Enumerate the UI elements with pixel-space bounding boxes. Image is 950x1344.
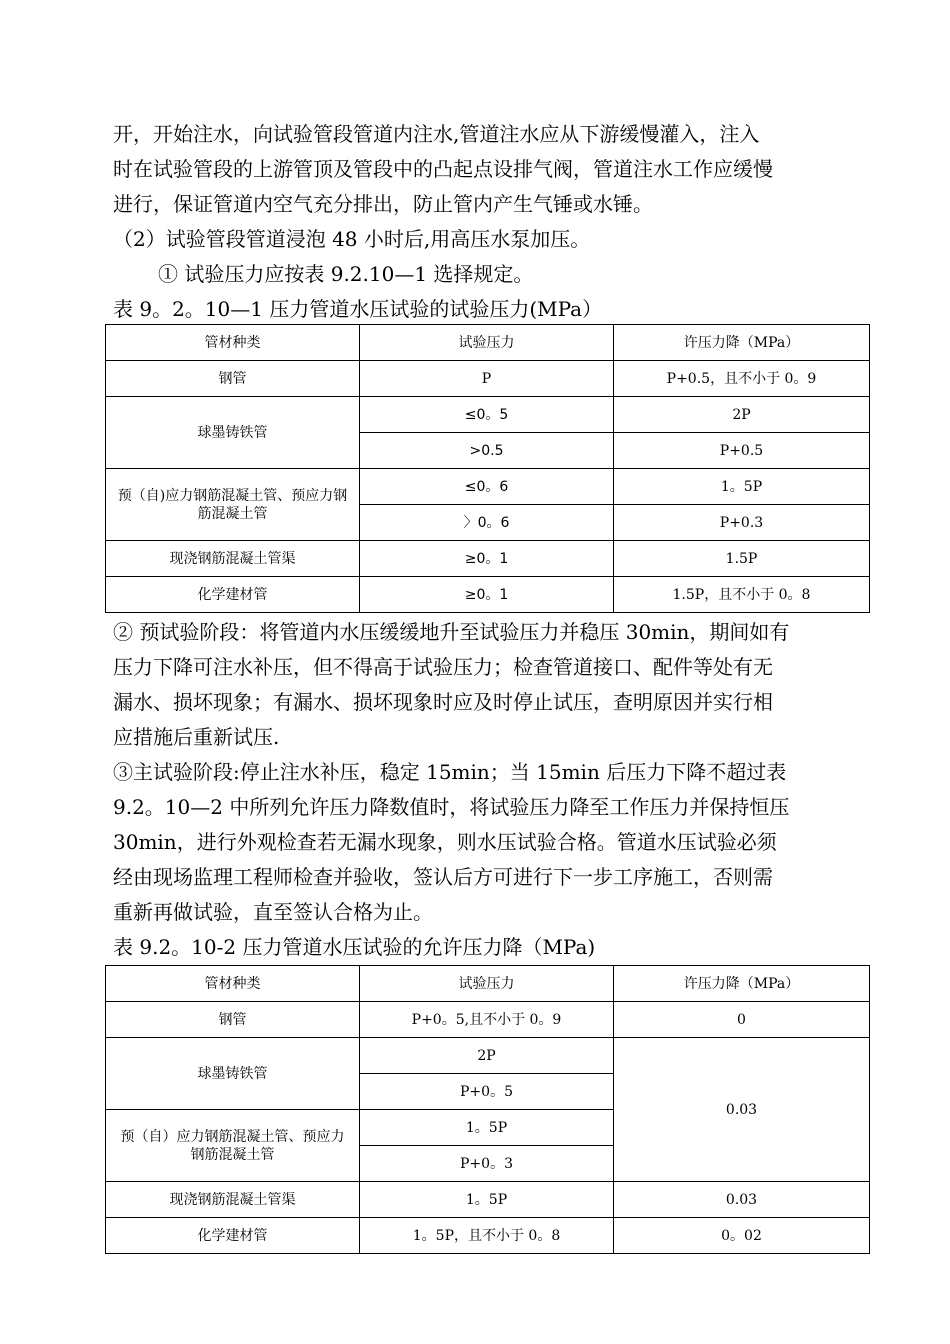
material-cell: 化学建材管 [106,1218,360,1254]
material-cell: 钢管 [106,1002,360,1038]
test-pressure-cell: ≤0。6 [360,469,614,505]
material-cell: 预（自)应力钢筋混凝土管、预应力钢筋混凝土管 [106,469,360,541]
test-pressure-table [105,324,870,613]
material-cell: 钢管 [106,361,360,397]
test-pressure-cell: 〉0。6 [360,505,614,541]
table-row [106,1218,870,1254]
table-header-row [106,325,870,361]
pressure-drop-cell: 1.5P，且不小于 0。8 [614,577,870,613]
pressure-drop-cell: 0 [614,1002,870,1038]
material-cell: 现浇钢筋混凝土管渠 [106,541,360,577]
header-pressure-drop: 许压力降（MPa） [614,966,870,1002]
header-material: 管材种类 [106,325,360,361]
paragraph-line: 漏水、损坏现象；有漏水、损坏现象时应及时停止试压，查明原因并实行相 [113,690,773,714]
table-row [106,469,870,505]
table-row [106,1182,870,1218]
pressure-drop-merged-cell: 0.03 [614,1038,870,1182]
paragraph-line: 开，开始注水，向试验管段管道内注水,管道注水应从下游缓慢灌入，注入 [113,122,760,146]
header-material: 管材种类 [106,966,360,1002]
pressure-drop-cell: 0。02 [614,1218,870,1254]
material-cell: 化学建材管 [106,577,360,613]
paragraph-line: 30min，进行外观检查若无漏水现象，则水压试验合格。管道水压试验必须 [113,830,777,854]
material-cell: 球墨铸铁管 [106,397,360,469]
pressure-drop-cell: 2P [614,397,870,433]
test-pressure-cell: 1。5P [360,1110,614,1146]
header-test-pressure: 试验压力 [360,325,614,361]
test-pressure-cell: ≤0。5 [360,397,614,433]
paragraph-line: （2）试验管段管道浸泡 48 小时后,用高压水泵加压。 [113,227,591,251]
test-pressure-cell: P+0。3 [360,1146,614,1182]
test-pressure-cell: P [360,361,614,397]
test-pressure-cell: ≥0。1 [360,577,614,613]
test-pressure-cell: ≥0。1 [360,541,614,577]
pressure-drop-cell: P+0.5 [614,433,870,469]
table-row [106,397,870,433]
paragraph-line: ② 预试验阶段：将管道内水压缓缓地升至试验压力并稳压 30min，期间如有 [113,620,790,644]
material-cell: 预（自）应力钢筋混凝土管、预应力钢筋混凝土管 [106,1110,360,1182]
table-row [106,1002,870,1038]
pressure-drop-cell: 0.03 [614,1182,870,1218]
paragraph-line: 重新再做试验，直至签认合格为止。 [113,900,433,924]
header-test-pressure: 试验压力 [360,966,614,1002]
paragraph-line: 经由现场监理工程师检查并验收，签认后方可进行下一步工序施工，否则需 [113,865,773,889]
paragraph-line: 时在试验管段的上游管顶及管段中的凸起点设排气阀，管道注水工作应缓慢 [113,157,773,181]
allowable-pressure-drop-table [105,965,870,1254]
pressure-drop-cell: 1。5P [614,469,870,505]
table-header-row [106,966,870,1002]
header-pressure-drop: 许压力降（MPa） [614,325,870,361]
paragraph-line: 进行，保证管道内空气充分排出，防止管内产生气锤或水锤。 [113,192,653,216]
table-row [106,577,870,613]
pressure-drop-cell: 1.5P [614,541,870,577]
table-row [106,1038,870,1074]
material-cell: 球墨铸铁管 [106,1038,360,1110]
paragraph-line: ③主试验阶段:停止注水补压，稳定 15min；当 15min 后压力下降不超过表 [113,760,787,784]
table1-caption: 表 9。2。10—1 压力管道水压试验的试验压力(MPa） [113,297,603,321]
test-pressure-cell: 1。5P，且不小于 0。8 [360,1218,614,1254]
test-pressure-cell: P+0。5 [360,1074,614,1110]
material-cell: 现浇钢筋混凝土管渠 [106,1182,360,1218]
paragraph-line: 应措施后重新试压. [113,725,280,749]
test-pressure-cell: P+0。5,且不小于 0。9 [360,1002,614,1038]
pressure-drop-cell: P+0.3 [614,505,870,541]
test-pressure-cell: >0.5 [360,433,614,469]
test-pressure-cell: 1。5P [360,1182,614,1218]
paragraph-line: 压力下降可注水补压，但不得高于试验压力；检查管道接口、配件等处有无 [113,655,773,679]
pressure-drop-cell: P+0.5，且不小于 0。9 [614,361,870,397]
paragraph-line: 9.2。10—2 中所列允许压力降数值时，将试验压力降至工作压力并保持恒压 [113,795,790,819]
table-row [106,541,870,577]
table2-caption: 表 9.2。10-2 压力管道水压试验的允许压力降（MPa) [113,935,596,959]
test-pressure-cell: 2P [360,1038,614,1074]
table-row [106,361,870,397]
paragraph-line: ① 试验压力应按表 9.2.10—1 选择规定。 [158,262,534,286]
